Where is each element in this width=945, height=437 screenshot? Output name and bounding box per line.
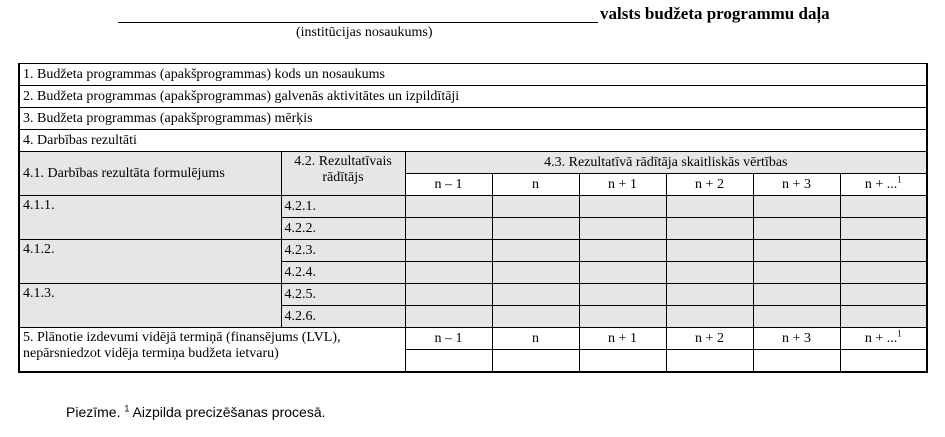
value-cell[interactable] [492,284,579,306]
value-cell[interactable] [579,306,666,328]
expenses-period-header: n + 3 [753,328,840,350]
expense-value-cell[interactable] [666,350,753,373]
value-cell[interactable] [405,196,492,218]
value-cell[interactable] [579,240,666,262]
value-cell[interactable] [492,262,579,284]
value-cell[interactable] [840,262,927,284]
table-row [19,196,927,218]
indicator-code: 4.2.3. [281,240,405,262]
table-row [19,284,927,306]
expenses-header-row [19,328,927,350]
footnote-prefix: Piezīme. [66,404,121,420]
row-program-activities [19,86,927,108]
period-header-more: n + ...$^1$ [840,174,927,196]
expenses-label: 5. Plānotie izdevumi vidējā termiņā (finansējums (LVL), nepārsniedzot vidēja termiņa budžeta ietvaru) [19,328,405,373]
table-row [19,240,927,262]
value-cell[interactable] [579,218,666,240]
row-program-goal [19,108,927,130]
value-cell[interactable] [492,218,579,240]
value-cell[interactable] [840,284,927,306]
value-cell[interactable] [405,284,492,306]
results-header-row [19,152,927,174]
institution-name-line[interactable] [118,6,598,23]
expenses-period-header-more: n + ...$^1$ [840,328,927,350]
indicator-code: 4.2.1. [281,196,405,218]
value-cell[interactable] [666,218,753,240]
value-cell[interactable] [753,284,840,306]
indicator-values-header: 4.3. Rezultatīvā rādītāja skaitliskās vērtības [405,152,927,174]
row-results-label: 4. Darbības rezultāti [19,130,927,152]
footnote-mark: 1 [897,173,902,184]
value-cell[interactable] [753,306,840,328]
value-cell[interactable] [405,306,492,328]
result-code: 4.1.2. [19,240,281,284]
row-program-activities-label: 2. Budžeta programmas (apakšprogrammas) galvenās aktivitātes un izpildītāji [19,86,927,108]
header-title: valsts budžeta programmu daļa [600,4,830,23]
value-cell[interactable] [840,218,927,240]
expenses-period-header: n – 1 [405,328,492,350]
result-code: 4.1.3. [19,284,281,328]
row-program-code [19,64,927,86]
period-header: n + 2 [666,174,753,196]
expense-value-cell[interactable] [753,350,840,373]
expense-value-cell[interactable] [492,350,579,373]
value-cell[interactable] [753,262,840,284]
footnote-mark: 1 [124,403,130,414]
period-header: n + 1 [579,174,666,196]
value-cell[interactable] [666,240,753,262]
row-results [19,130,927,152]
indicator-header: 4.2. Rezultatīvais rādītājs [281,152,405,196]
value-cell[interactable] [840,240,927,262]
value-cell[interactable] [666,306,753,328]
expenses-period-header: n [492,328,579,350]
value-cell[interactable] [579,262,666,284]
value-cell[interactable] [840,306,927,328]
value-cell[interactable] [666,284,753,306]
period-header: n + 3 [753,174,840,196]
expense-value-cell[interactable] [405,350,492,373]
value-cell[interactable] [405,240,492,262]
indicator-code: 4.2.6. [281,306,405,328]
value-cell[interactable] [492,196,579,218]
value-cell[interactable] [840,196,927,218]
value-cell[interactable] [666,196,753,218]
value-cell[interactable] [753,240,840,262]
header-caption: (institūcijas nosaukums) [296,25,433,40]
result-formulation-header: 4.1. Darbības rezultāta formulējums [19,152,281,196]
expenses-period-header: n + 2 [666,328,753,350]
row-program-goal-label: 3. Budžeta programmas (apakšprogrammas) mērķis [19,108,927,130]
value-cell[interactable] [405,262,492,284]
value-cell[interactable] [492,306,579,328]
row-program-code-label: 1. Budžeta programmas (apakšprogrammas) kods un nosaukums [19,64,927,86]
period-header: n – 1 [405,174,492,196]
result-code: 4.1.1. [19,196,281,240]
value-cell[interactable] [579,284,666,306]
value-cell[interactable] [492,240,579,262]
footnote [66,404,326,420]
expense-value-cell[interactable] [579,350,666,373]
expense-value-cell[interactable] [840,350,927,373]
value-cell[interactable] [405,218,492,240]
value-cell[interactable] [753,218,840,240]
indicator-code: 4.2.4. [281,262,405,284]
indicator-code: 4.2.2. [281,218,405,240]
expenses-period-header: n + 1 [579,328,666,350]
footnote-mark: 1 [897,327,902,338]
period-header: n [492,174,579,196]
footnote-text: Aizpilda precizēšanas procesā. [132,404,326,420]
budget-program-table [18,63,928,373]
value-cell[interactable] [666,262,753,284]
value-cell[interactable] [753,196,840,218]
value-cell[interactable] [579,196,666,218]
indicator-code: 4.2.5. [281,284,405,306]
